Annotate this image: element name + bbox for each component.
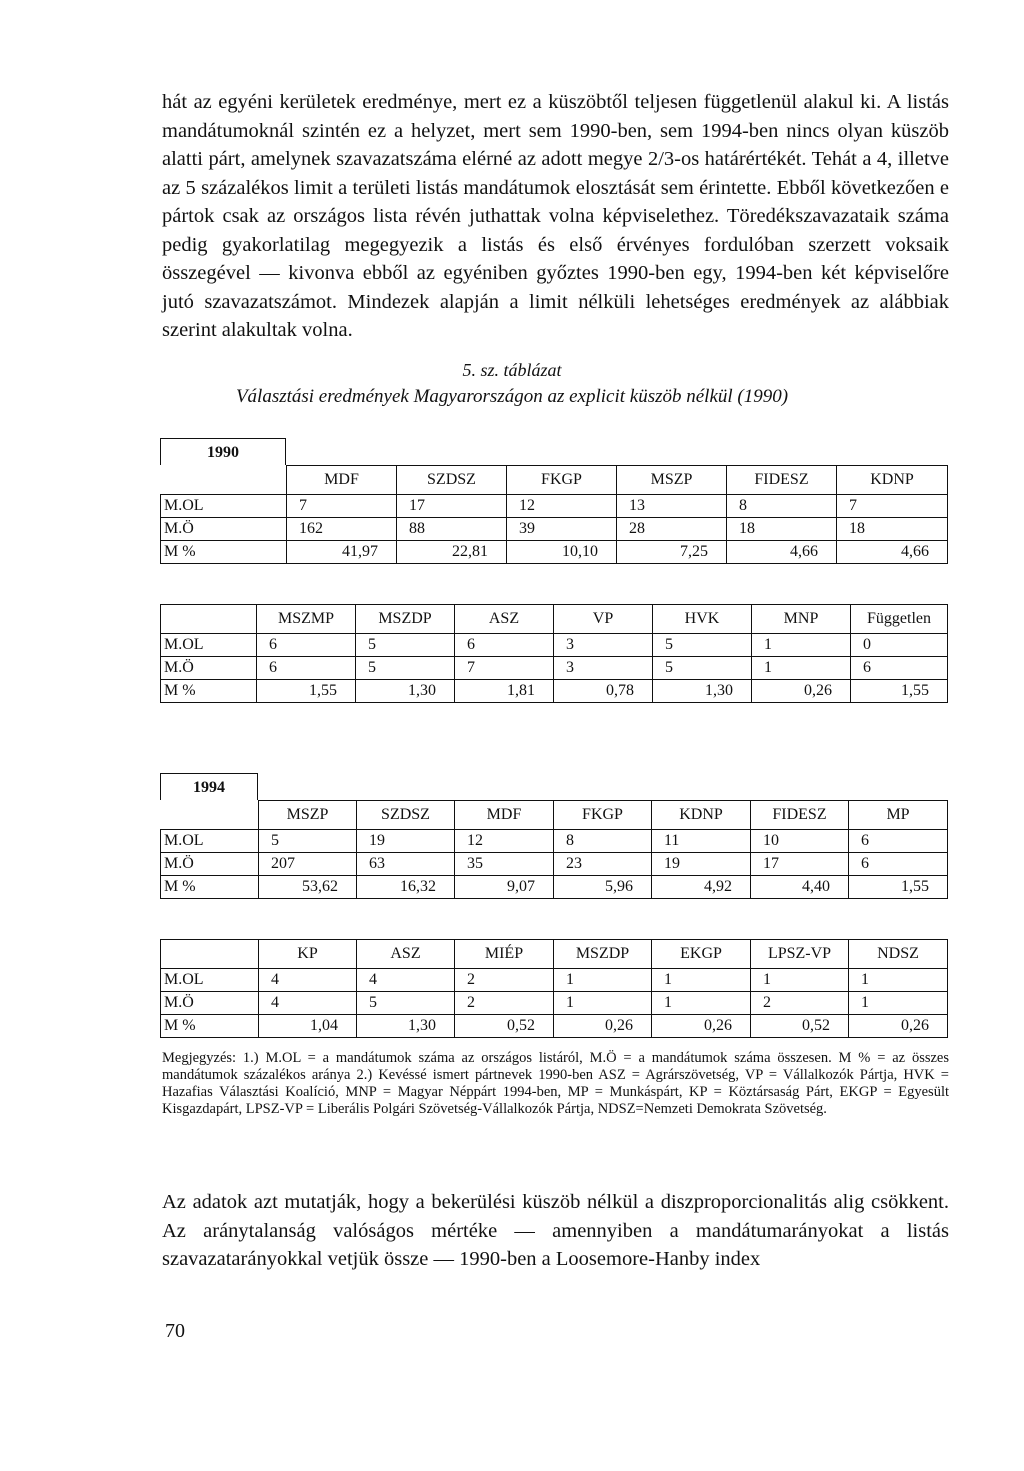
- table-cell: 5: [356, 634, 455, 657]
- table-cell: 0,52: [455, 1015, 554, 1038]
- table-cell: 41,97: [287, 541, 397, 564]
- table-cell: 4: [259, 992, 357, 1015]
- party-header: FKGP: [507, 466, 617, 495]
- header-corner: [161, 940, 259, 969]
- table-row: [161, 518, 948, 541]
- table-row: [161, 634, 948, 657]
- party-header: MSZMP: [257, 605, 356, 634]
- table-cell: 3: [554, 657, 653, 680]
- table-cell: 0,26: [752, 680, 851, 703]
- party-header: MSZDP: [356, 605, 455, 634]
- year-label-1990: 1990: [160, 438, 286, 465]
- row-label: M.Ö: [161, 853, 259, 876]
- table-cell: 10: [751, 830, 849, 853]
- table-cell: 6: [257, 634, 356, 657]
- row-label: M.OL: [161, 495, 287, 518]
- table-cell: 17: [751, 853, 849, 876]
- header-corner: [161, 605, 257, 634]
- party-header: VP: [554, 605, 653, 634]
- party-header: FIDESZ: [727, 466, 837, 495]
- party-header: FKGP: [554, 801, 652, 830]
- party-header: ASZ: [357, 940, 455, 969]
- table-cell: 12: [507, 495, 617, 518]
- table-cell: 7: [455, 657, 554, 680]
- table-cell: 4: [259, 969, 357, 992]
- party-header: SZDSZ: [397, 466, 507, 495]
- table-cell: 39: [507, 518, 617, 541]
- party-header: ASZ: [455, 605, 554, 634]
- table-cell: 2: [751, 992, 849, 1015]
- table-cell: 7: [287, 495, 397, 518]
- row-label: M.Ö: [161, 992, 259, 1015]
- table-row: [161, 853, 948, 876]
- table-cell: 1,55: [849, 876, 948, 899]
- table-cell: 10,10: [507, 541, 617, 564]
- table-cell: 19: [357, 830, 455, 853]
- table-cell: 1,30: [357, 1015, 455, 1038]
- party-header: KP: [259, 940, 357, 969]
- table-cell: 162: [287, 518, 397, 541]
- table-cell: 5: [653, 657, 752, 680]
- table-cell: 4,66: [727, 541, 837, 564]
- table-cell: 23: [554, 853, 652, 876]
- table-cell: 5: [357, 992, 455, 1015]
- table-cell: 4: [357, 969, 455, 992]
- table-cell: 0,52: [751, 1015, 849, 1038]
- table-cell: 1: [752, 657, 851, 680]
- table-cell: 19: [652, 853, 751, 876]
- table-cell: 1: [752, 634, 851, 657]
- row-label: M %: [161, 1015, 259, 1038]
- table-cell: 22,81: [397, 541, 507, 564]
- row-label: M.Ö: [161, 518, 287, 541]
- party-header: KDNP: [652, 801, 751, 830]
- header-corner: [161, 466, 287, 495]
- table-cell: 63: [357, 853, 455, 876]
- table-cell: 4,92: [652, 876, 751, 899]
- table-cell: 5: [356, 657, 455, 680]
- row-label: M.OL: [161, 634, 257, 657]
- party-header: EKGP: [652, 940, 751, 969]
- party-header: MSZP: [617, 466, 727, 495]
- row-label: M.Ö: [161, 657, 257, 680]
- table-cell: 3: [554, 634, 653, 657]
- table-cell: 5: [653, 634, 752, 657]
- table-note: Megjegyzés: 1.) M.OL = a mandátumok száma az országos listáról, M.Ö = a mandátumok száma összesen. M % = az összes mandátumok százalékos aránya 2.) Kevéssé ismert pártnevek 1990-ben ASZ = Agrárszövetség, VP = Vállalkozók Pártja, HVK = Hazafias Választási Koalíció, MNP = Magyar Néppárt 1994-ben, MP = Munkáspárt, KP = Köztársaság Párt, EKGP = Egyesült Kisgazdapárt, LPSZ-VP = Liberális Polgári Szövetség-Vállalkozók Pártja, NDSZ=Nemzeti Demokrata Szövetség.: [162, 1050, 949, 1117]
- header-corner: [161, 801, 259, 830]
- table-cell: 0: [851, 634, 948, 657]
- table-cell: 18: [837, 518, 948, 541]
- party-header-row: [161, 466, 948, 495]
- table-cell: 16,32: [357, 876, 455, 899]
- table-cell: 2: [455, 992, 554, 1015]
- table-cell: 53,62: [259, 876, 357, 899]
- table-cell: 6: [849, 830, 948, 853]
- table-cell: 88: [397, 518, 507, 541]
- table-cell: 7,25: [617, 541, 727, 564]
- party-header: NDSZ: [849, 940, 948, 969]
- results-table-1994-a: [160, 800, 948, 899]
- table-cell: 1: [849, 992, 948, 1015]
- table-row: [161, 876, 948, 899]
- table-cell: 207: [259, 853, 357, 876]
- party-header-row: [161, 801, 948, 830]
- party-header: MSZDP: [554, 940, 652, 969]
- table-cell: 5,96: [554, 876, 652, 899]
- party-header: KDNP: [837, 466, 948, 495]
- table-row: [161, 1015, 948, 1038]
- closing-paragraph: Az adatok azt mutatják, hogy a bekerülési küszöb nélkül a diszproporcionalitás alig csökkent. Az aránytalanság valóságos mértéke — amennyiben a mandátumarányokat a listás szavazatarányokkal vetjük össze — 1990-ben a Loosemore-Hanby index: [162, 1191, 949, 1270]
- table-cell: 11: [652, 830, 751, 853]
- row-label: M %: [161, 680, 257, 703]
- party-header: LPSZ-VP: [751, 940, 849, 969]
- table-cell: 6: [849, 853, 948, 876]
- table-cell: 1: [554, 969, 652, 992]
- table-cell: 2: [455, 969, 554, 992]
- row-label: M.OL: [161, 830, 259, 853]
- party-header: FIDESZ: [751, 801, 849, 830]
- intro-paragraph: hát az egyéni kerületek eredménye, mert ez a küszöbtől teljesen függetlenül alakul ki. A listás mandátumoknál szintén ez a helyzet, mert sem 1990-ben, sem 1994-ben nincs olyan küszöb alatti párt, amelynek szavazatszáma elérné az adott megye 2/3-os határértékét. Tehát a 4, illetve az 5 százalékos limit a területi listás mandátumok elosztását sem érintette. Ebből következően e pártok csak az országos lista révén juthattak volna képviselethez. Töredékszavazataik száma pedig gyakorlatilag megegyezik a listás és első érvényes fordulóban szerzett voksaik összegével — kivonva ebből az egyéniben győztes 1990-ben egy, 1994-ben két képviselőre jutó szavazatszámot. Mindezek alapján a limit nélküli lehetséges eredmények az alábbiak szerint alakultak volna.: [162, 91, 949, 341]
- table-cell: 1: [554, 992, 652, 1015]
- party-header-row: [161, 605, 948, 634]
- table-caption-number: 5. sz. táblázat: [462, 360, 562, 380]
- results-table-1990-b: [160, 604, 948, 703]
- table-cell: 1: [849, 969, 948, 992]
- table-cell: 28: [617, 518, 727, 541]
- table-row: [161, 680, 948, 703]
- table-cell: 4,66: [837, 541, 948, 564]
- table-cell: 13: [617, 495, 727, 518]
- table-cell: 8: [727, 495, 837, 518]
- party-header: MIÉP: [455, 940, 554, 969]
- table-row: [161, 992, 948, 1015]
- table-cell: 6: [455, 634, 554, 657]
- party-header: SZDSZ: [357, 801, 455, 830]
- table-cell: 4,40: [751, 876, 849, 899]
- table-cell: 6: [851, 657, 948, 680]
- table-cell: 1,30: [653, 680, 752, 703]
- table-cell: 1: [751, 969, 849, 992]
- table-cell: 1: [652, 992, 751, 1015]
- table-cell: 0,26: [554, 1015, 652, 1038]
- party-header: Független: [851, 605, 948, 634]
- table-cell: 35: [455, 853, 554, 876]
- party-header: HVK: [653, 605, 752, 634]
- table-cell: 12: [455, 830, 554, 853]
- table-cell: 1,30: [356, 680, 455, 703]
- table-cell: 1,55: [257, 680, 356, 703]
- table-cell: 8: [554, 830, 652, 853]
- party-header: MNP: [752, 605, 851, 634]
- table-caption-title: Választási eredmények Magyarországon az explicit küszöb nélkül (1990): [235, 386, 789, 407]
- table-cell: 1,04: [259, 1015, 357, 1038]
- results-table-1994-b: [160, 939, 948, 1038]
- table-row: [161, 830, 948, 853]
- page-number: 70: [165, 1320, 185, 1342]
- table-cell: 0,26: [652, 1015, 751, 1038]
- table-row: [161, 541, 948, 564]
- table-cell: 17: [397, 495, 507, 518]
- party-header: MSZP: [259, 801, 357, 830]
- table-cell: 6: [257, 657, 356, 680]
- table-cell: 0,26: [849, 1015, 948, 1038]
- table-cell: 9,07: [455, 876, 554, 899]
- party-header: MDF: [287, 466, 397, 495]
- party-header: MDF: [455, 801, 554, 830]
- table-cell: 1: [652, 969, 751, 992]
- table-row: [161, 657, 948, 680]
- table-cell: 1,81: [455, 680, 554, 703]
- table-row: [161, 495, 948, 518]
- table-cell: 1,55: [851, 680, 948, 703]
- row-label: M %: [161, 876, 259, 899]
- row-label: M.OL: [161, 969, 259, 992]
- table-cell: 5: [259, 830, 357, 853]
- table-cell: 0,78: [554, 680, 653, 703]
- table-cell: 7: [837, 495, 948, 518]
- table-cell: 18: [727, 518, 837, 541]
- year-label-1994: 1994: [160, 773, 258, 800]
- party-header: MP: [849, 801, 948, 830]
- table-row: [161, 969, 948, 992]
- party-header-row: [161, 940, 948, 969]
- results-table-1990-a: [160, 465, 948, 564]
- row-label: M %: [161, 541, 287, 564]
